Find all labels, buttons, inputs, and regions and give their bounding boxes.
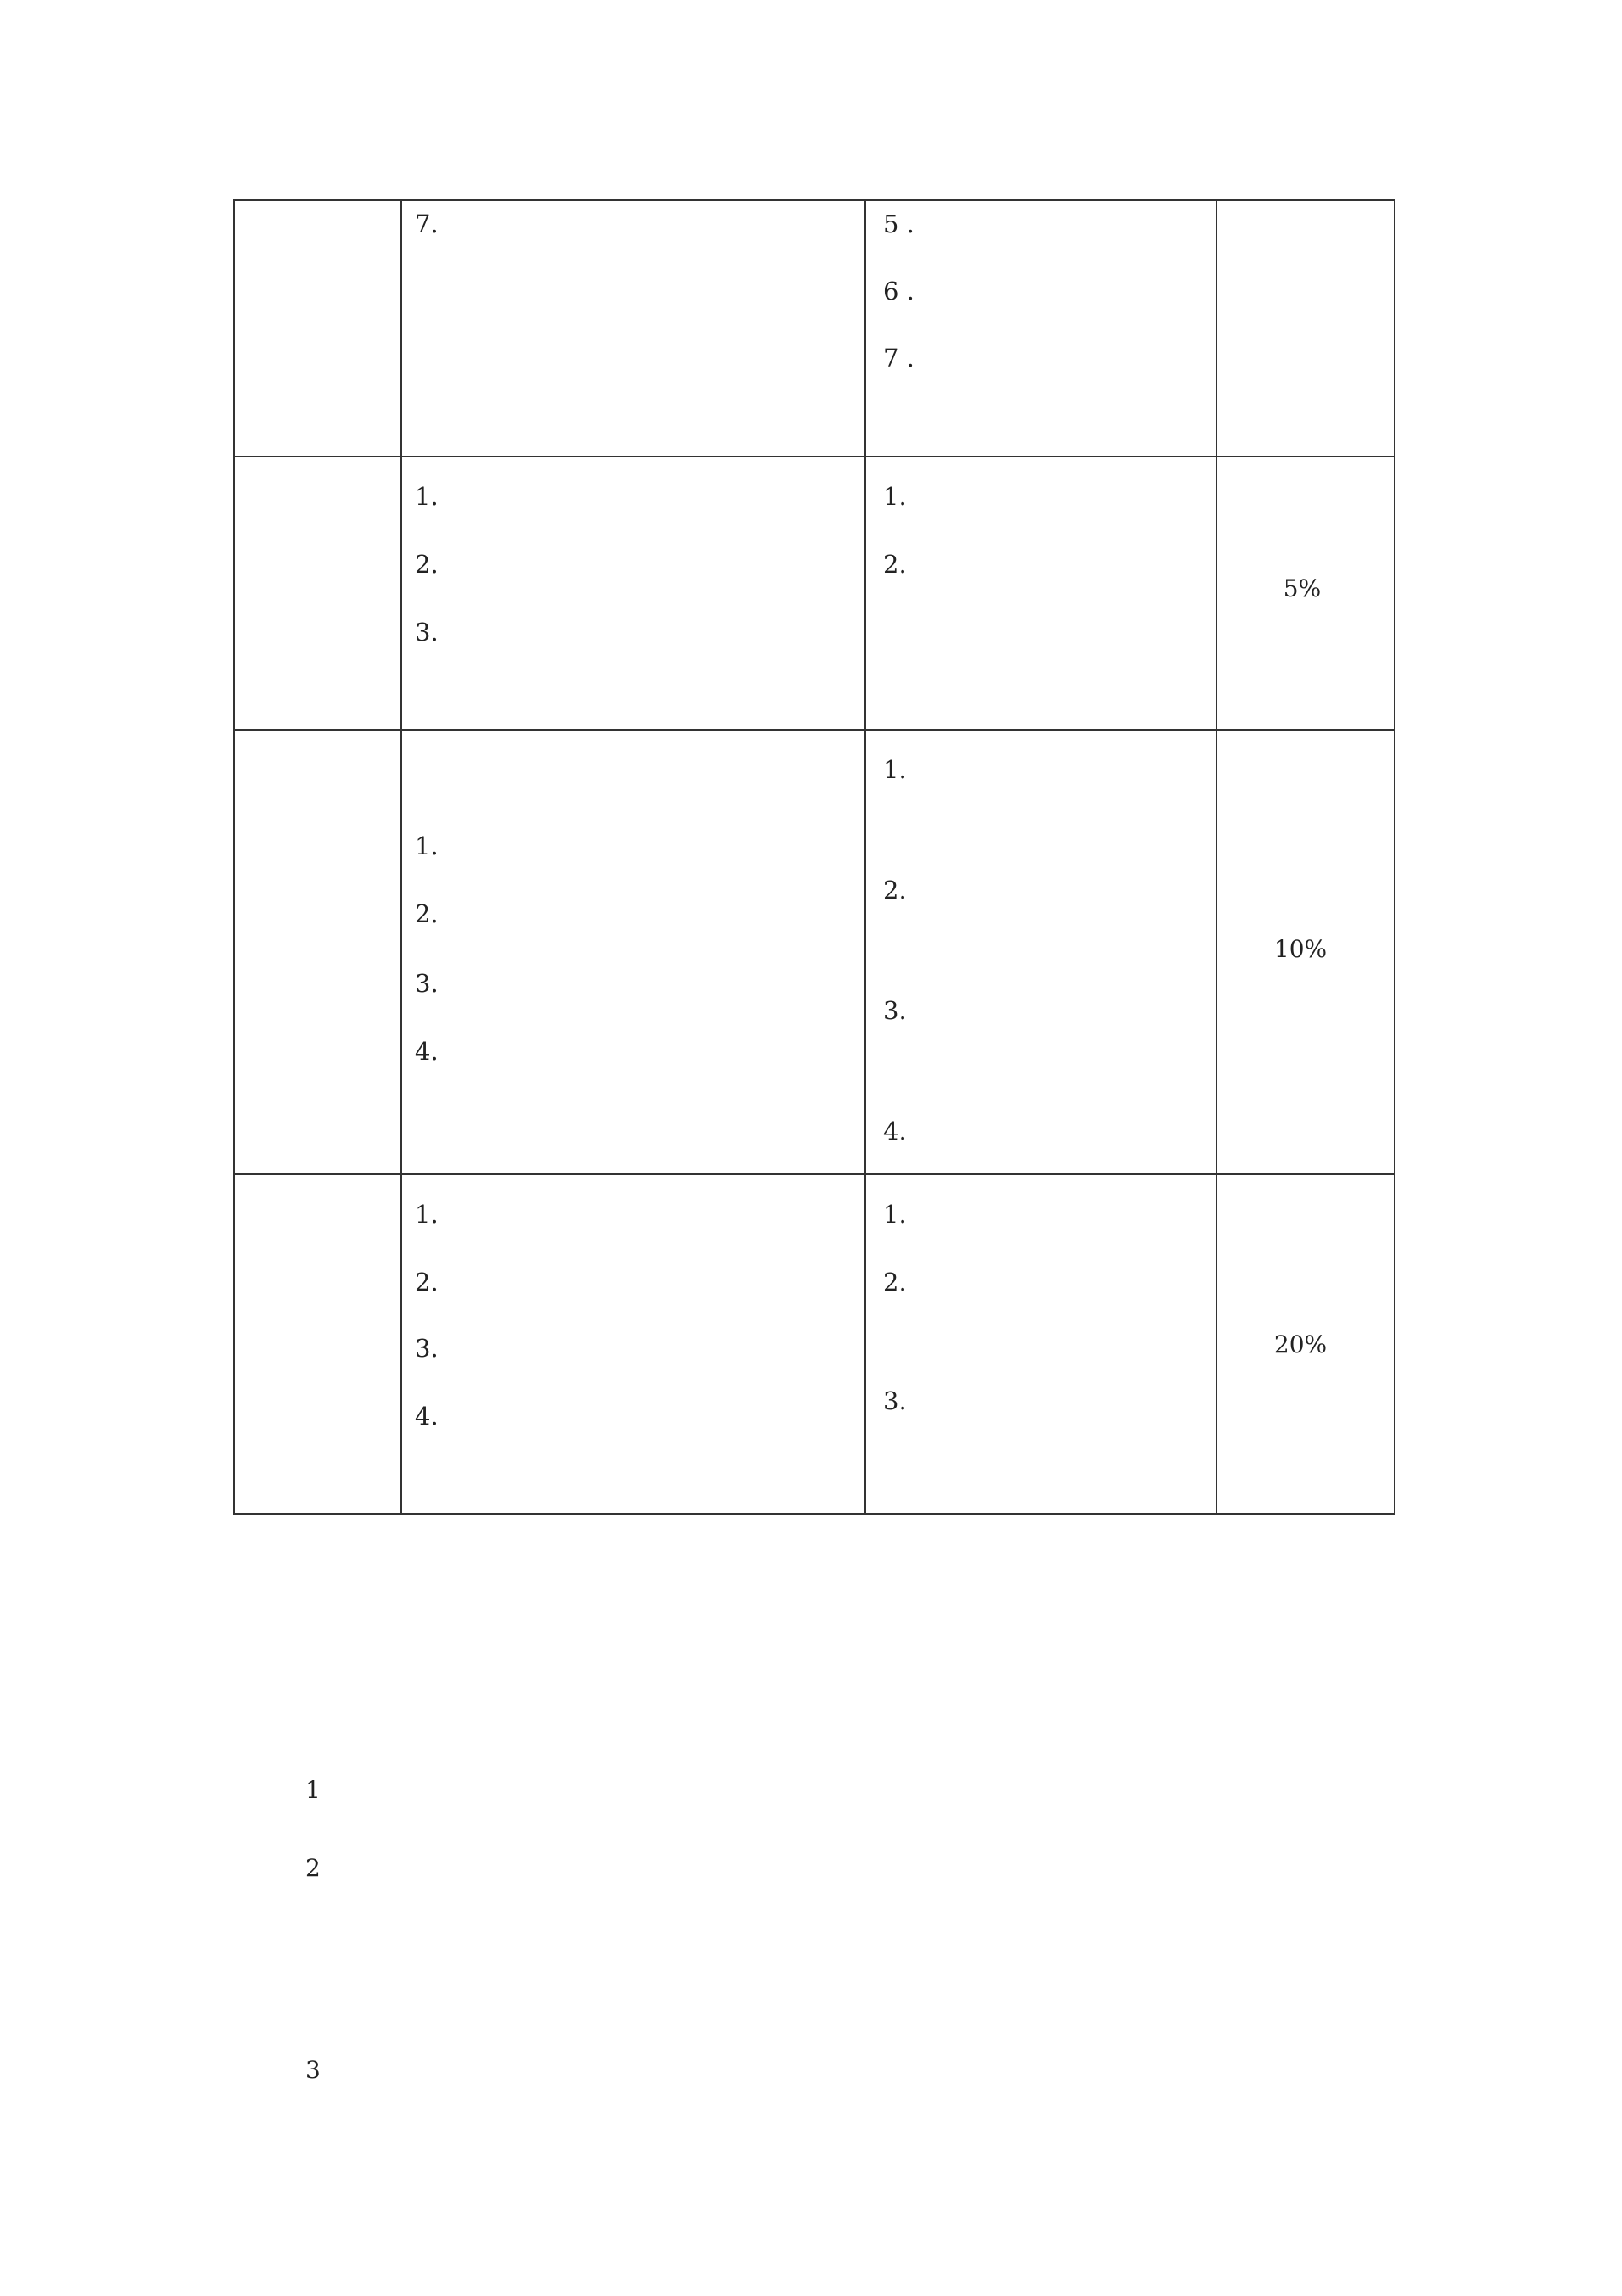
table-cell-item: 7 . bbox=[883, 344, 914, 372]
table-cell-item: 1. bbox=[415, 1200, 439, 1229]
note-number: 2 bbox=[305, 1854, 321, 1882]
table-cell-item: 1. bbox=[415, 832, 439, 860]
row-divider bbox=[233, 456, 1395, 457]
table-cell-item: 1. bbox=[883, 482, 907, 511]
table-cell-item: 1. bbox=[883, 755, 907, 784]
table-cell-item: 2. bbox=[415, 550, 439, 579]
column-divider bbox=[400, 199, 402, 1515]
table-border-left bbox=[233, 199, 235, 1515]
column-divider bbox=[864, 199, 866, 1515]
note-number: 3 bbox=[305, 2056, 321, 2084]
row-divider bbox=[233, 729, 1395, 731]
table-cell-item: 3. bbox=[883, 1386, 907, 1415]
table-border-bottom bbox=[233, 1513, 1395, 1515]
table-border-right bbox=[1394, 199, 1395, 1515]
table-cell-item: 1. bbox=[415, 482, 439, 511]
column-divider bbox=[1216, 199, 1217, 1515]
table-cell-item: 2. bbox=[883, 876, 907, 904]
table-cell-item: 4. bbox=[415, 1037, 439, 1066]
table-cell-item: 3. bbox=[415, 969, 439, 998]
table-cell-item: 2. bbox=[415, 1268, 439, 1296]
table-cell-item: 4. bbox=[883, 1117, 907, 1145]
table-cell-item: 5 . bbox=[883, 210, 914, 238]
table-cell-item: 3. bbox=[415, 618, 439, 647]
weight-percentage: 10% bbox=[1273, 935, 1328, 963]
weight-percentage: 5% bbox=[1283, 574, 1322, 602]
table-cell-item: 3. bbox=[415, 1334, 439, 1363]
table-border-top bbox=[233, 199, 1395, 201]
note-number: 1 bbox=[305, 1776, 321, 1804]
weight-percentage: 20% bbox=[1273, 1330, 1328, 1358]
table-cell-item: 4. bbox=[415, 1402, 439, 1431]
table-cell-item: 2. bbox=[883, 1268, 907, 1296]
table-cell-item: 7. bbox=[415, 210, 439, 238]
row-divider bbox=[233, 1173, 1395, 1175]
table-cell-item: 3. bbox=[883, 996, 907, 1025]
table-cell-item: 6 . bbox=[883, 277, 914, 305]
table-cell-item: 2. bbox=[883, 550, 907, 579]
table-cell-item: 2. bbox=[415, 899, 439, 928]
table-cell-item: 1. bbox=[883, 1200, 907, 1229]
assessment-table bbox=[233, 199, 1395, 1515]
